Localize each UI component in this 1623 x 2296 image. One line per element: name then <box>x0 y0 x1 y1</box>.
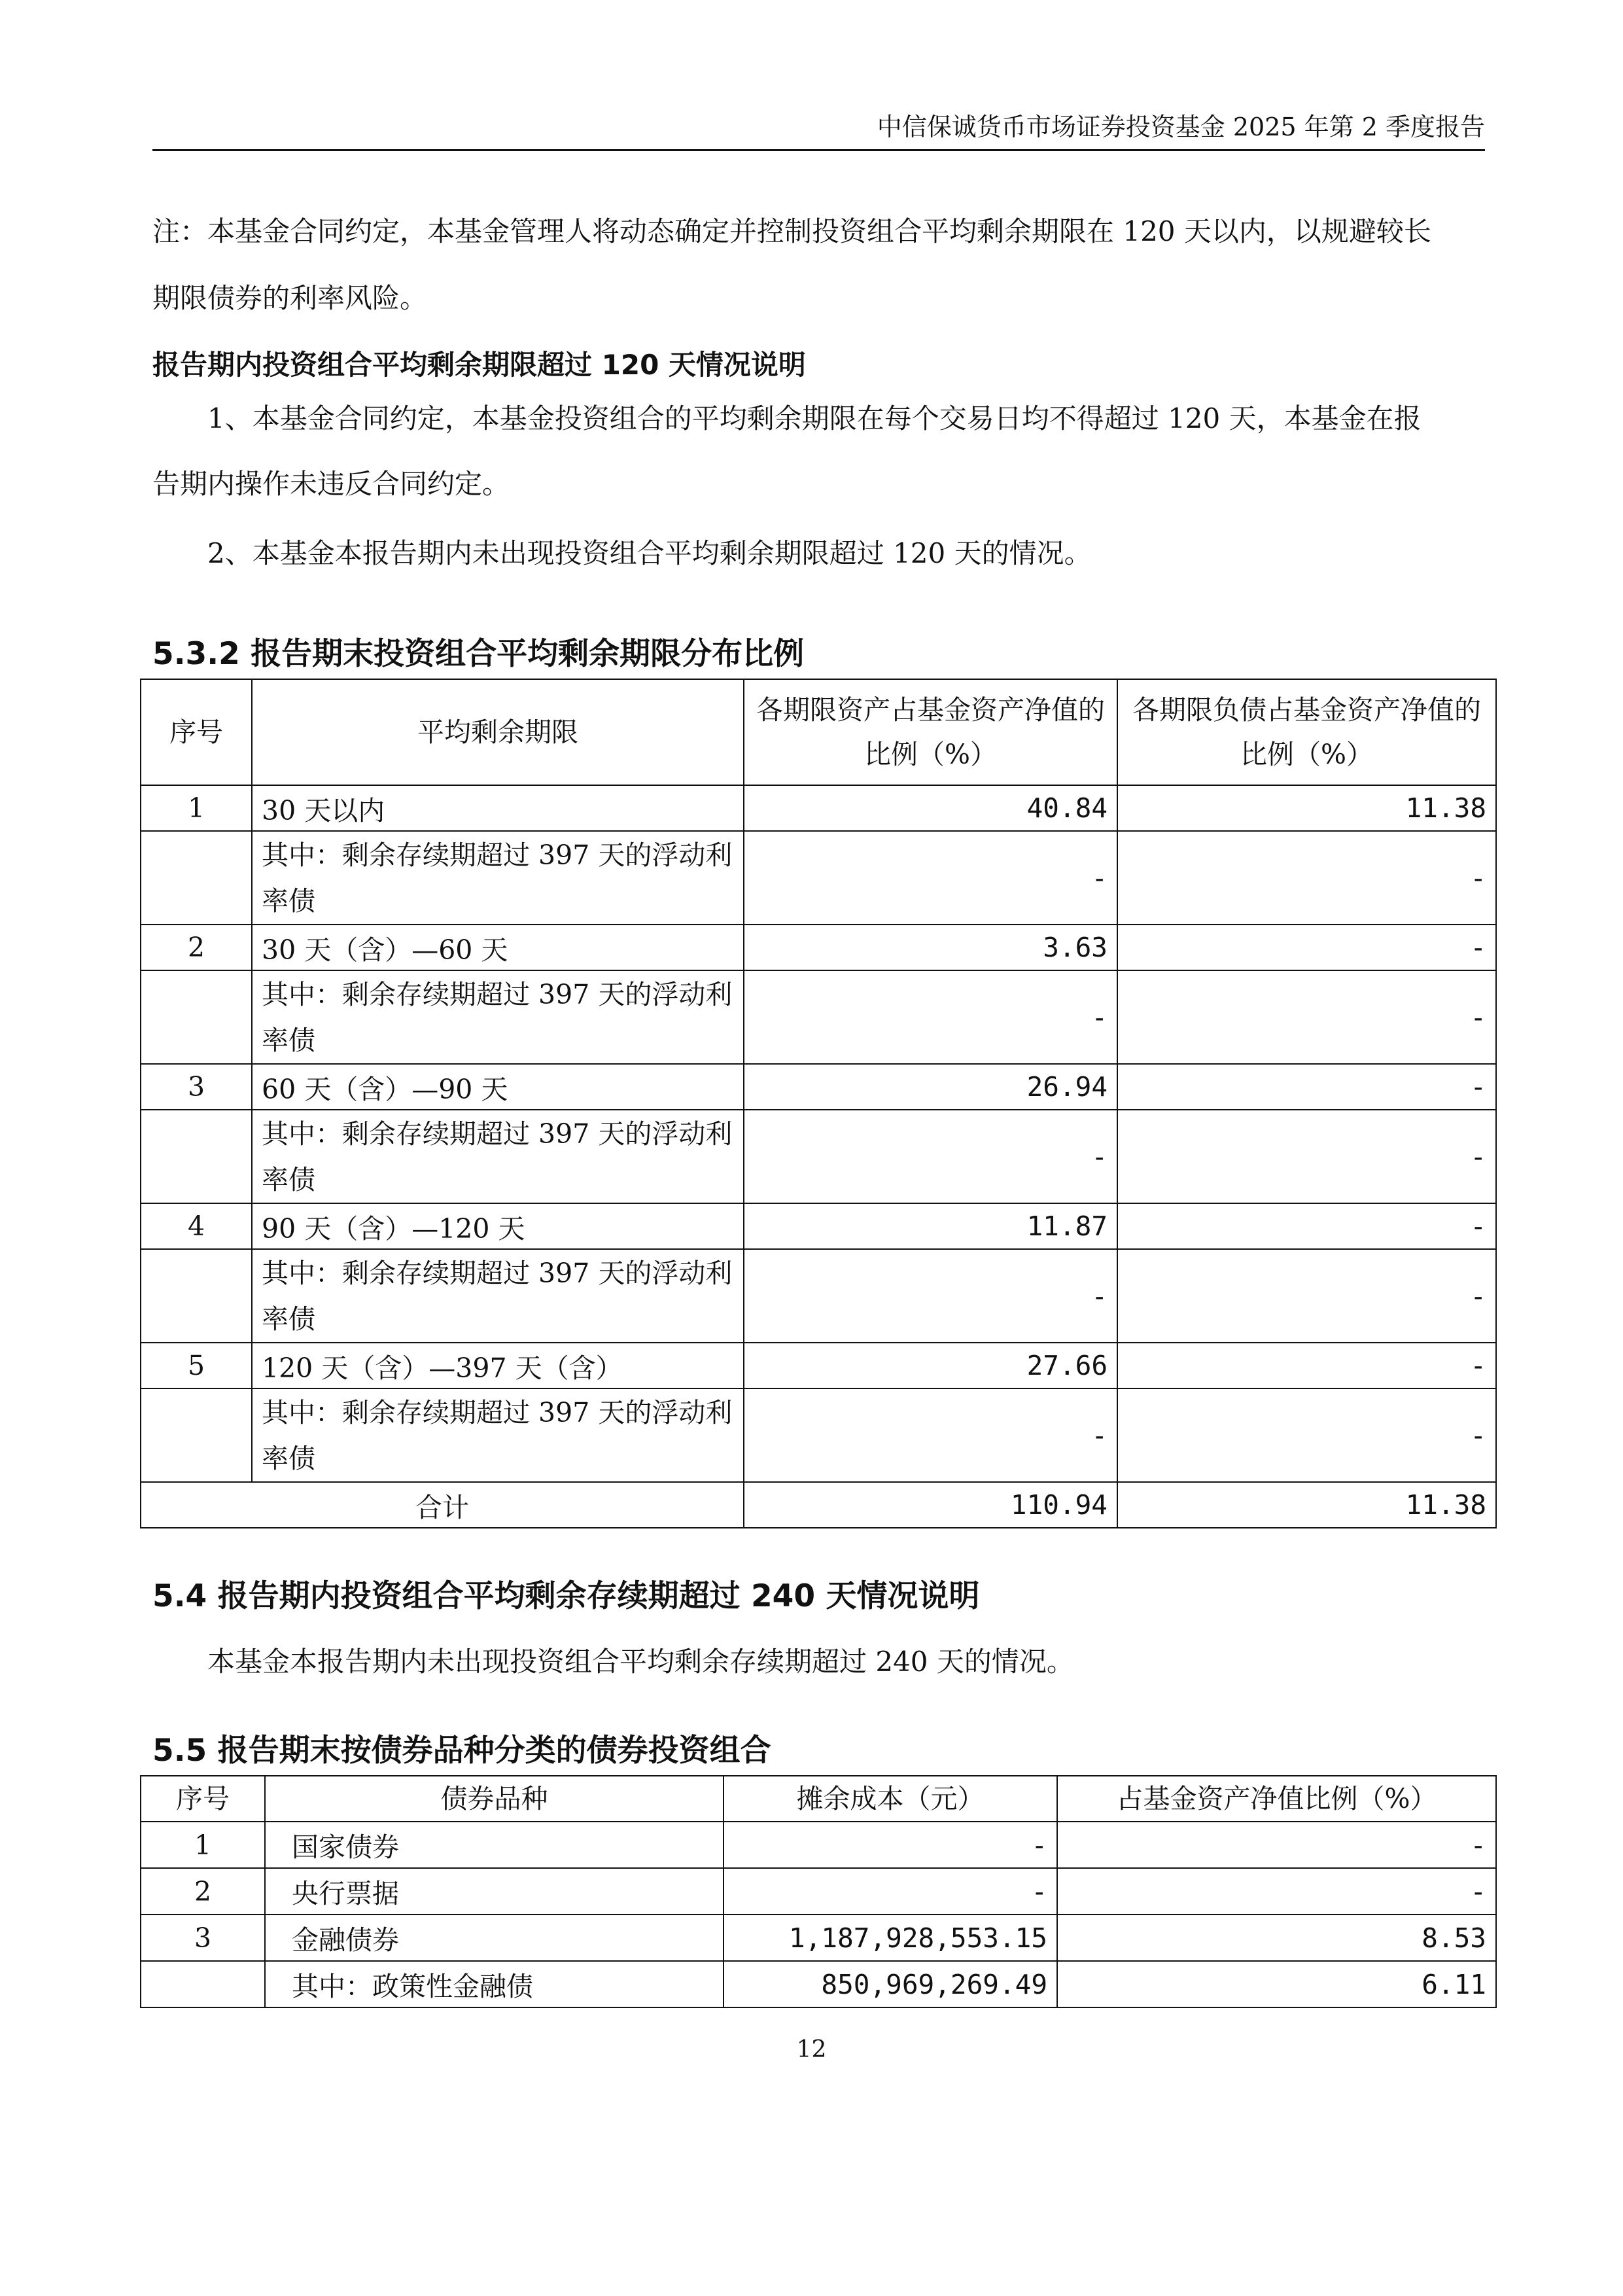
asset-ratio-cell: 3.63 <box>744 925 1117 970</box>
row-number <box>141 831 252 925</box>
liability-ratio-cell: - <box>1117 1064 1496 1110</box>
total-asset-ratio: 110.94 <box>744 1482 1117 1528</box>
header-cell: 各期限资产占基金资产净值的比例（%） <box>744 679 1117 785</box>
header-title: 中信保诚货币市场证券投资基金 2025 年第 2 季度报告 <box>877 113 1485 141</box>
table-total-row <box>141 1482 1496 1528</box>
header-cell: 平均剩余期限 <box>252 679 744 785</box>
row-number <box>141 1249 252 1343</box>
term-cell: 其中：剩余存续期超过 397 天的浮动利率债 <box>252 970 744 1064</box>
amortized-cost-cell: - <box>724 1822 1057 1868</box>
asset-ratio-cell: 26.94 <box>744 1064 1117 1110</box>
liability-ratio-cell: - <box>1117 925 1496 970</box>
section-54-title: 5.4 报告期内投资组合平均剩余存续期超过 240 天情况说明 <box>152 1578 980 1614</box>
table-row <box>141 1868 1496 1915</box>
table-row <box>141 1064 1496 1110</box>
header-cell: 序号 <box>141 1776 265 1822</box>
term-cell: 120 天（含）—397 天（含） <box>252 1343 744 1388</box>
row-number <box>141 1961 265 2007</box>
header-cell: 摊余成本（元） <box>724 1776 1057 1822</box>
table-row <box>141 831 1496 925</box>
liability-ratio-cell: - <box>1117 970 1496 1064</box>
table-row <box>141 1203 1496 1249</box>
subheading: 报告期内投资组合平均剩余期限超过 120 天情况说明 <box>152 349 806 381</box>
total-liability-ratio: 11.38 <box>1117 1482 1496 1528</box>
row-number <box>141 970 252 1064</box>
asset-ratio-cell: 40.84 <box>744 785 1117 831</box>
table-row <box>141 1343 1496 1388</box>
table-row <box>141 1110 1496 1203</box>
table-row <box>141 1388 1496 1482</box>
table-row <box>141 925 1496 970</box>
liability-ratio-cell: - <box>1117 831 1496 925</box>
liability-ratio-cell: - <box>1117 1203 1496 1249</box>
item1-line-1: 1、本基金合同约定，本基金投资组合的平均剩余期限在每个交易日均不得超过 120 天，本基金在报 <box>207 402 1422 434</box>
asset-ratio-cell: 11.87 <box>744 1203 1117 1249</box>
amortized-cost-cell: 1,187,928,553.15 <box>724 1915 1057 1961</box>
item2-text: 2、本基金本报告期内未出现投资组合平均剩余期限超过 120 天的情况。 <box>207 537 1092 569</box>
maturity-distribution-table <box>140 679 1497 1528</box>
asset-ratio-cell: - <box>744 1249 1117 1343</box>
row-number: 3 <box>141 1915 265 1961</box>
row-number: 5 <box>141 1343 252 1388</box>
amortized-cost-cell: - <box>724 1868 1057 1915</box>
liability-ratio-cell: - <box>1117 1388 1496 1482</box>
nav-ratio-cell: 6.11 <box>1057 1961 1496 2007</box>
section-54-text: 本基金本报告期内未出现投资组合平均剩余存续期超过 240 天的情况。 <box>207 1646 1074 1678</box>
table-header-row <box>141 1776 1496 1822</box>
liability-ratio-cell: - <box>1117 1249 1496 1343</box>
liability-ratio-cell: 11.38 <box>1117 785 1496 831</box>
term-cell: 其中：剩余存续期超过 397 天的浮动利率债 <box>252 1110 744 1203</box>
term-cell: 90 天（含）—120 天 <box>252 1203 744 1249</box>
term-cell: 其中：剩余存续期超过 397 天的浮动利率债 <box>252 1388 744 1482</box>
bond-type-cell: 国家债券 <box>265 1822 724 1868</box>
nav-ratio-cell: 8.53 <box>1057 1915 1496 1961</box>
asset-ratio-cell: 27.66 <box>744 1343 1117 1388</box>
amortized-cost-cell: 850,969,269.49 <box>724 1961 1057 2007</box>
asset-ratio-cell: - <box>744 1110 1117 1203</box>
table-row <box>141 1961 1496 2007</box>
nav-ratio-cell: - <box>1057 1822 1496 1868</box>
row-number: 2 <box>141 1868 265 1915</box>
liability-ratio-cell: - <box>1117 1110 1496 1203</box>
row-number <box>141 1110 252 1203</box>
row-number: 1 <box>141 1822 265 1868</box>
term-cell: 60 天（含）—90 天 <box>252 1064 744 1110</box>
table-header-row <box>141 679 1496 785</box>
section-532-title: 5.3.2 报告期末投资组合平均剩余期限分布比例 <box>152 636 805 672</box>
page-number: 12 <box>796 2036 827 2063</box>
total-label: 合计 <box>141 1482 744 1528</box>
table-row <box>141 1249 1496 1343</box>
table-row <box>141 1822 1496 1868</box>
header-cell: 债券品种 <box>265 1776 724 1822</box>
row-number: 3 <box>141 1064 252 1110</box>
header-cell: 占基金资产净值比例（%） <box>1057 1776 1496 1822</box>
bond-type-cell: 央行票据 <box>265 1868 724 1915</box>
row-number: 4 <box>141 1203 252 1249</box>
section-55-title: 5.5 报告期末按债券品种分类的债券投资组合 <box>152 1733 771 1769</box>
asset-ratio-cell: - <box>744 970 1117 1064</box>
bond-portfolio-table <box>140 1775 1497 2008</box>
term-cell: 其中：剩余存续期超过 397 天的浮动利率债 <box>252 1249 744 1343</box>
page-header <box>152 111 1485 151</box>
row-number: 1 <box>141 785 252 831</box>
term-cell: 其中：剩余存续期超过 397 天的浮动利率债 <box>252 831 744 925</box>
table-row <box>141 970 1496 1064</box>
item1-line-2: 告期内操作未违反合同约定。 <box>152 468 510 500</box>
bond-type-cell: 其中：政策性金融债 <box>265 1961 724 2007</box>
row-number <box>141 1388 252 1482</box>
term-cell: 30 天（含）—60 天 <box>252 925 744 970</box>
header-cell: 序号 <box>141 679 252 785</box>
bond-type-cell: 金融债券 <box>265 1915 724 1961</box>
liability-ratio-cell: - <box>1117 1343 1496 1388</box>
asset-ratio-cell: - <box>744 1388 1117 1482</box>
asset-ratio-cell: - <box>744 831 1117 925</box>
header-cell: 各期限负债占基金资产净值的比例（%） <box>1117 679 1496 785</box>
nav-ratio-cell: - <box>1057 1868 1496 1915</box>
row-number: 2 <box>141 925 252 970</box>
table-row <box>141 785 1496 831</box>
table-row <box>141 1915 1496 1961</box>
note-line-1: 注：本基金合同约定，本基金管理人将动态确定并控制投资组合平均剩余期限在 120 天以内，以规避较长 <box>152 215 1431 247</box>
note-line-2: 期限债券的利率风险。 <box>152 282 428 314</box>
term-cell: 30 天以内 <box>252 785 744 831</box>
